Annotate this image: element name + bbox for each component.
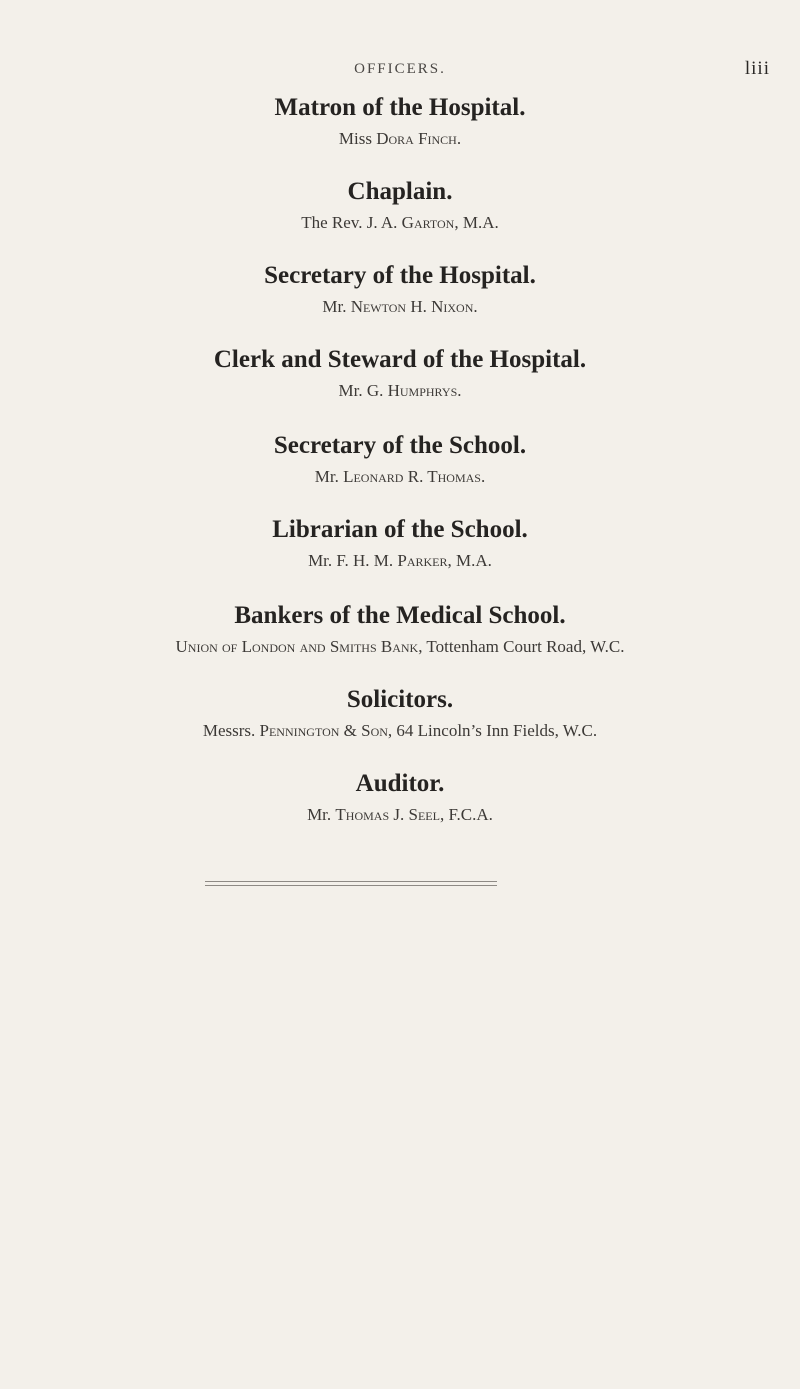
name-small-caps: Thomas J. Seel, [335,805,445,824]
name-prefix: The Rev. J. A. [301,213,398,232]
officer-title: Secretary of the School. [273,432,527,459]
name-suffix: M.A. [456,551,492,570]
officer-clerk-steward [0,345,800,402]
officer-solicitors [0,685,800,742]
name-prefix: Messrs. [202,721,256,740]
officer-librarian [0,515,800,572]
name-small-caps: Dora Finch. [376,129,462,148]
name-prefix: Mr. F. H. M. [308,551,394,570]
closing-rule-bottom [205,885,497,886]
name-suffix: M.A. [462,213,499,232]
officer-name [0,296,800,318]
name-suffix: Tottenham Court Road, W.C. [426,637,625,656]
name-small-caps: Humphrys. [387,381,462,400]
name-small-caps: Newton H. Nixon. [350,297,478,316]
name-small-caps: Leonard R. Thomas. [343,467,486,486]
officer-title: Bankers of the Medical School. [234,602,566,629]
name-prefix: Mr. [314,467,339,486]
officer-title: Auditor. [355,770,445,797]
officer-title: Matron of the Hospital. [274,94,526,121]
name-small-caps: Pennington & Son, [259,721,393,740]
name-suffix: 64 Lincoln’s Inn Fields, W.C. [396,721,598,740]
officer-title: Clerk and Steward of the Hospital. [213,346,587,373]
name-small-caps: Garton, [401,213,459,232]
officer-chaplain [0,177,800,234]
name-prefix: Mr. G. [338,381,384,400]
officer-title: Chaplain. [347,178,453,205]
name-prefix: Mr. [322,297,347,316]
officer-name [0,380,800,402]
name-prefix: Mr. [307,805,332,824]
officer-name [0,212,800,234]
officer-bankers [0,601,800,658]
name-small-caps: Union of London and Smiths Bank, [175,637,423,656]
officer-name [0,550,800,572]
officer-title: Librarian of the School. [272,516,528,543]
officer-matron [0,93,800,150]
running-title: OFFICERS. [354,61,446,77]
officer-name [0,720,800,742]
officer-name [0,804,800,826]
officer-title: Secretary of the Hospital. [264,262,536,289]
officer-title: Solicitors. [346,686,454,713]
officer-name [0,128,800,150]
officer-hospital-secretary [0,261,800,318]
page-number: liii [744,58,770,79]
closing-rule-top [205,881,497,882]
officer-school-secretary [0,431,800,488]
officer-auditor [0,769,800,826]
running-head [0,58,800,86]
officer-name [0,636,800,658]
name-small-caps: Parker, [397,551,452,570]
officer-name [0,466,800,488]
name-prefix: Miss [338,129,372,148]
name-suffix: F.C.A. [448,805,493,824]
